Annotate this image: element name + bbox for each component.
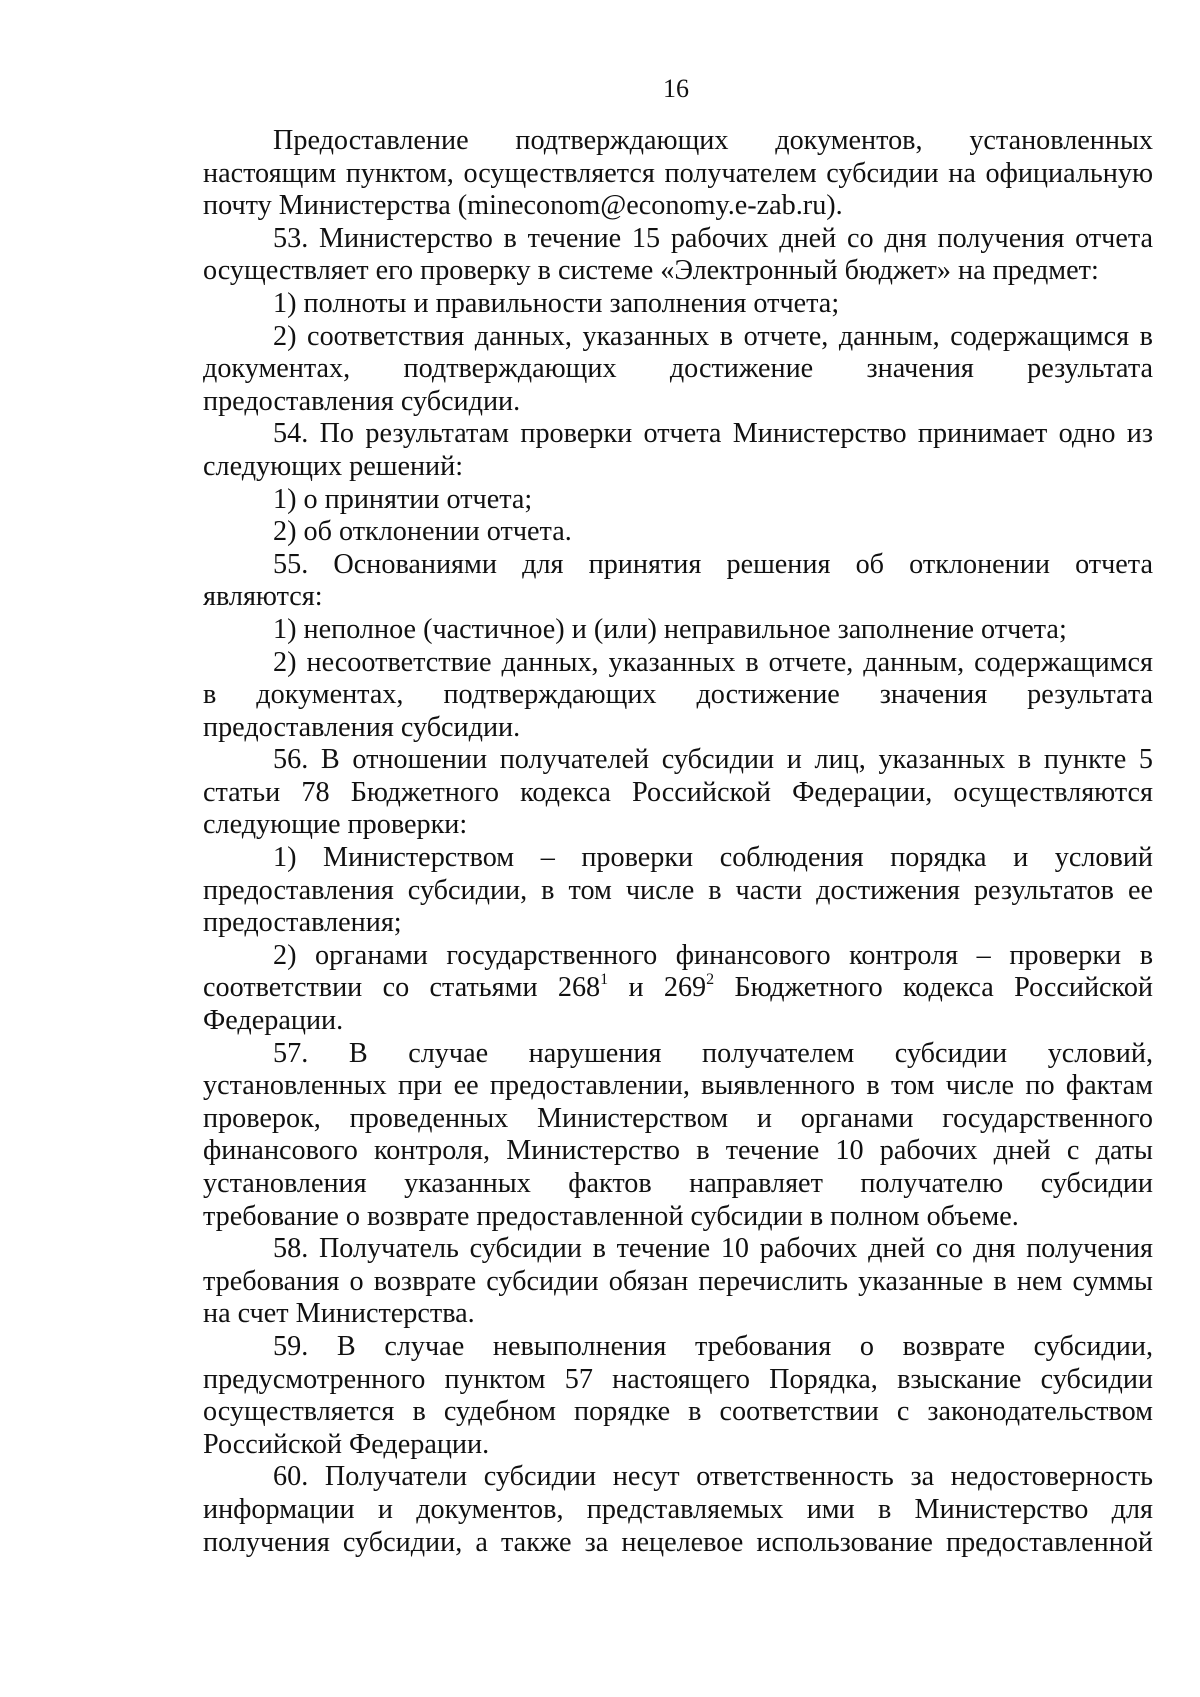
- text-line: 58. Получатель субсидии в течение 10 рабочих дней со дня получения: [273, 1233, 1153, 1265]
- text-line: установленных при ее предоставлении, выявленного в том числе по фактам: [203, 1070, 1153, 1102]
- text-line: Предоставление подтверждающих документов, установленных: [273, 125, 1153, 156]
- document-body: [203, 125, 1153, 1559]
- paragraph: [203, 516, 1153, 549]
- superscript: 1: [600, 971, 609, 989]
- text-line: 56. В отношении получателей субсидии и лиц, указанных в пункте 5: [273, 744, 1153, 776]
- paragraph: [203, 1233, 1153, 1331]
- text-line: 53. Министерство в течение 15 рабочих дней со дня получения отчета: [273, 222, 1153, 254]
- text-line: [203, 972, 1153, 1005]
- text-line: финансового контроля, Министерство в течение 10 рабочих дней с даты: [203, 1135, 1153, 1167]
- paragraph: [203, 614, 1153, 647]
- text-line: 1) Министерством – проверки соблюдения порядка и условий: [273, 842, 1153, 874]
- text-line: настоящим пунктом, осуществляется получателем субсидии на официальную: [203, 157, 1153, 189]
- text-line: Российской Федерации.: [203, 1428, 490, 1460]
- text-line: в документах, подтверждающих достижение значения результата: [203, 679, 1153, 711]
- text-line: 2) несоответствие данных, указанных в отчете, данным, содержащимся: [273, 646, 1153, 678]
- text-line: осуществляется в судебном порядке в соответствии с законодательством: [203, 1396, 1153, 1428]
- text-run: и 269: [608, 972, 707, 1004]
- text-run: Бюджетного кодекса Российской: [714, 972, 1154, 1004]
- superscript: 2: [706, 971, 715, 989]
- paragraph: [203, 223, 1153, 288]
- text-line: являются:: [203, 581, 323, 613]
- text-line: требования о возврате субсидии обязан перечислить указанные в нем суммы: [203, 1265, 1153, 1297]
- text-line: статьи 78 Бюджетного кодекса Российской Федерации, осуществляются: [203, 776, 1153, 808]
- text-line: 54. По результатам проверки отчета Министерство принимает одно из: [273, 418, 1153, 450]
- text-line: информации и документов, представляемых ими в Министерство для: [203, 1493, 1153, 1525]
- text-line: 59. В случае невыполнения требования о возврате субсидии,: [273, 1330, 1153, 1362]
- text-line: 1) о принятии отчета;: [273, 483, 533, 515]
- paragraph: [203, 125, 1153, 223]
- text-line: Федерации.: [203, 1005, 344, 1037]
- text-line: 55. Основаниями для принятия решения об отклонении отчета: [273, 548, 1153, 580]
- text-line: 1) неполное (частичное) и (или) неправильное заполнение отчета;: [273, 613, 1067, 645]
- paragraph: [203, 549, 1153, 614]
- text-line: следующие проверки:: [203, 809, 468, 841]
- paragraph: [203, 484, 1153, 517]
- paragraph: [203, 288, 1153, 321]
- text-line: предоставления субсидии.: [203, 385, 521, 417]
- paragraph: [203, 940, 1153, 1038]
- text-line: предоставления;: [203, 907, 402, 939]
- text-line: осуществляет его проверку в системе «Электронный бюджет» на предмет:: [203, 255, 1099, 287]
- paragraph: [203, 418, 1153, 483]
- page-number: 16: [663, 74, 689, 103]
- text-line: предоставления субсидии.: [203, 711, 521, 743]
- text-line: предоставления субсидии, в том числе в части достижения результатов ее: [203, 874, 1153, 906]
- text-line: 60. Получатели субсидии несут ответственность за недостоверность: [273, 1461, 1153, 1493]
- text-line: на счет Министерства.: [203, 1298, 475, 1330]
- paragraph: [203, 647, 1153, 745]
- text-line: 2) органами государственного финансового контроля – проверки в: [273, 939, 1153, 971]
- text-line: предусмотренного пунктом 57 настоящего Порядка, взыскание субсидии: [203, 1363, 1153, 1395]
- text-line: получения субсидии, а также за нецелевое использование предоставленной: [203, 1526, 1153, 1558]
- paragraph: [203, 1461, 1153, 1559]
- text-line: 57. В случае нарушения получателем субсидии условий,: [273, 1037, 1153, 1069]
- text-line: требование о возврате предоставленной субсидии в полном объеме.: [203, 1200, 1019, 1232]
- paragraph: [203, 1331, 1153, 1461]
- text-line: почту Министерства (mineconom@economy.e-zab.ru).: [203, 190, 843, 222]
- text-line: установления указанных фактов направляет получателю субсидии: [203, 1168, 1153, 1199]
- text-line: документах, подтверждающих достижение значения результата: [203, 353, 1153, 385]
- paragraph: [203, 744, 1153, 842]
- text-line: следующих решений:: [203, 450, 464, 482]
- paragraph: [203, 321, 1153, 419]
- text-line: проверок, проведенных Министерством и органами государственного: [203, 1102, 1153, 1134]
- paragraph: [203, 1038, 1153, 1234]
- text-line: 2) соответствия данных, указанных в отчете, данным, содержащимся в: [273, 320, 1153, 352]
- text-line: 2) об отклонении отчета.: [273, 516, 572, 548]
- text-line: 1) полноты и правильности заполнения отчета;: [273, 287, 840, 319]
- paragraph: [203, 842, 1153, 940]
- text-run: соответствии со статьями 268: [203, 972, 601, 1004]
